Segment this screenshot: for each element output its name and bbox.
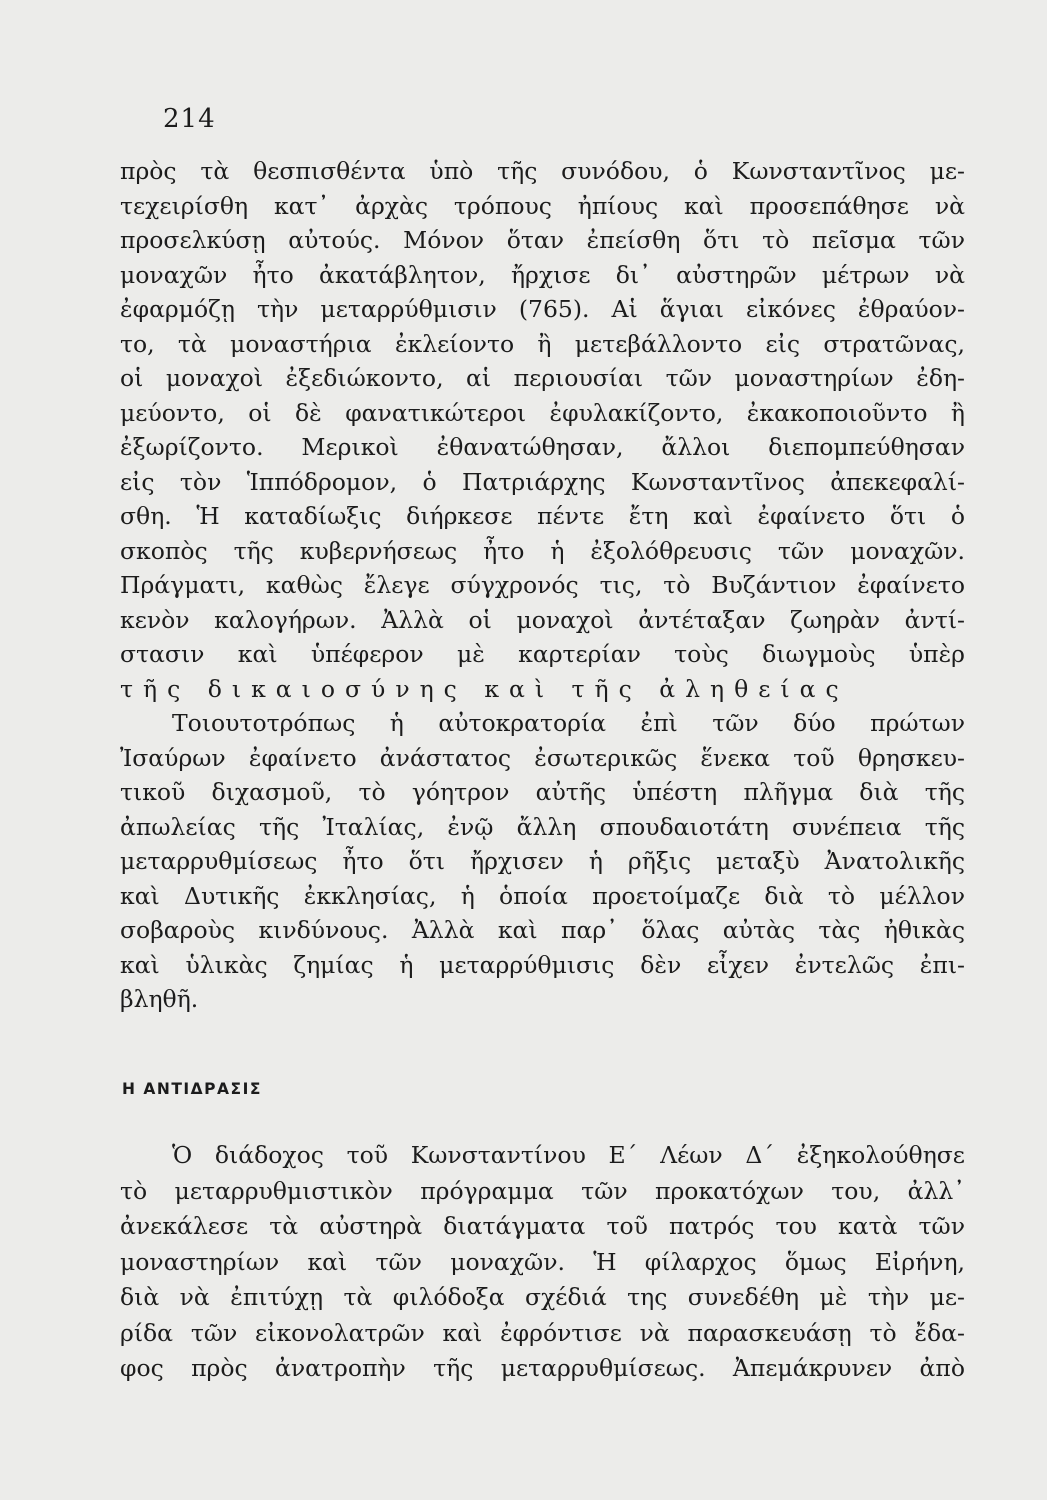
text-line: στασιν καὶ ὑπέφερον μὲ καρτερίαν τοὺς διωγμοὺς ὑπὲρ xyxy=(120,640,965,668)
text-line: ἐφαρμόζῃ τὴν μεταρρύθμισιν (765). Αἱ ἅγιαι εἰκόνες ἐθραύον- xyxy=(120,295,965,323)
text-line: καὶ ὑλικὰς ζημίας ἡ μεταρρύθμισις δὲν εἶχεν ἐντελῶς ἐπι- xyxy=(120,950,965,979)
text-line: ρίδα τῶν εἰκονολατρῶν καὶ ἐφρόντισε νὰ παρασκευάσῃ τὸ ἔδα- xyxy=(120,1318,965,1347)
text-line: σθη. Ἡ καταδίωξις διήρκεσε πέντε ἔτη καὶ ἐφαίνετο ὅτι ὁ xyxy=(120,502,965,530)
text-line: φος πρὸς ἀνατροπὴν τῆς μεταρρυθμίσεως. Ἀπεμάκρυνεν ἀπὸ xyxy=(120,1354,965,1382)
text-line: κενὸν καλογήρων. Ἀλλὰ οἱ μοναχοὶ ἀντέταξαν ζωηρὰν ἀντί- xyxy=(120,605,965,634)
text-line: ἐξωρίζοντο. Μερικοὶ ἐθανατώθησαν, ἄλλοι διεπομπεύθησαν xyxy=(120,433,965,461)
text-line: Τοιουτοτρόπως ἡ αὐτοκρατορία ἐπὶ τῶν δύο πρώτων xyxy=(172,709,965,737)
paragraph xyxy=(120,154,965,706)
text-line: Πράγματι, καθὼς ἔλεγε σύγχρονός τις, τὸ Βυζάντιον ἐφαίνετο xyxy=(120,571,965,599)
text-line: προσελκύσῃ αὐτούς. Μόνον ὅταν ἐπείσθη ὅτι τὸ πεῖσμα τῶν xyxy=(120,226,965,254)
text-line: μεύοντο, οἱ δὲ φανατικώτεροι ἐφυλακίζοντο, ἐκακοποιοῦντο ἢ xyxy=(120,398,965,427)
text-line: τεχειρίσθη κατ᾽ ἀρχὰς τρόπους ἠπίους καὶ προσεπάθησε νὰ xyxy=(120,191,965,220)
text-line: ἀπωλείας τῆς Ἰταλίας, ἐνῷ ἄλλη σπουδαιοτάτη συνέπεια τῆς xyxy=(120,812,965,841)
text-line: εἰς τὸν Ἱππόδρομον, ὁ Πατριάρχης Κωνσταντῖνος ἀπεκεφαλί- xyxy=(120,467,965,496)
paragraph xyxy=(120,1138,965,1387)
section-heading: Η ΑΝΤΙΔΡΑΣΙΣ xyxy=(122,1080,262,1098)
text-line: μοναστηρίων καὶ τῶν μοναχῶν. Ἡ φίλαρχος ὅμως Εἰρήνη, xyxy=(120,1247,965,1276)
text-line: σκοπὸς τῆς κυβερνήσεως ἦτο ἡ ἐξολόθρευσις τῶν μοναχῶν. xyxy=(120,536,965,565)
text-line: διὰ νὰ ἐπιτύχῃ τὰ φιλόδοξα σχέδιά της συνεδέθη μὲ τὴν με- xyxy=(120,1283,965,1311)
text-line: καὶ Δυτικῆς ἐκκλησίας, ἡ ὁποία προετοίμαζε διὰ τὸ μέλλον xyxy=(120,881,965,910)
text-line: μεταρρυθμίσεως ἦτο ὅτι ἤρχισεν ἡ ρῆξις μεταξὺ Ἀνατολικῆς xyxy=(120,847,965,875)
paragraph xyxy=(120,706,965,1017)
text-line: μοναχῶν ἦτο ἀκατάβλητον, ἤρχισε δι᾽ αὐστηρῶν μέτρων νὰ xyxy=(120,260,965,289)
text-line: σοβαροὺς κινδύνους. Ἀλλὰ καὶ παρ᾽ ὅλας αὐτὰς τὰς ἠθικὰς xyxy=(120,916,965,944)
text-line: ἀνεκάλεσε τὰ αὐστηρὰ διατάγματα τοῦ πατρός του κατὰ τῶν xyxy=(120,1212,965,1240)
text-line: τὸ μεταρρυθμιστικὸν πρόγραμμα τῶν προκατόχων του, ἀλλ᾽ xyxy=(120,1176,965,1205)
text-line: Ὁ διάδοχος τοῦ Κωνσταντίνου Ε΄ Λέων Δ΄ ἐξηκολούθησε xyxy=(172,1141,965,1169)
main-text xyxy=(120,154,965,1017)
text-line: το, τὰ μοναστήρια ἐκλείοντο ἢ μετεβάλλοντο εἰς στρατῶνας, xyxy=(120,329,965,358)
text-line: τικοῦ διχασμοῦ, τὸ γόητρον αὐτῆς ὑπέστη πλῆγμα διὰ τῆς xyxy=(120,778,965,806)
section-text xyxy=(120,1138,965,1387)
text-line: τῆς δικαιοσύνης καὶ τῆς ἀληθείας xyxy=(120,674,849,703)
page-number: 214 xyxy=(163,104,216,134)
text-line: οἱ μοναχοὶ ἐξεδιώκοντο, αἱ περιουσίαι τῶν μοναστηρίων ἐδη- xyxy=(120,364,965,392)
text-line: Ἰσαύρων ἐφαίνετο ἀνάστατος ἐσωτερικῶς ἕνεκα τοῦ θρησκευ- xyxy=(120,743,965,772)
text-line: βληθῆ. xyxy=(120,985,199,1013)
text-line: πρὸς τὰ θεσπισθέντα ὑπὸ τῆς συνόδου, ὁ Κωνσταντῖνος με- xyxy=(120,157,965,185)
